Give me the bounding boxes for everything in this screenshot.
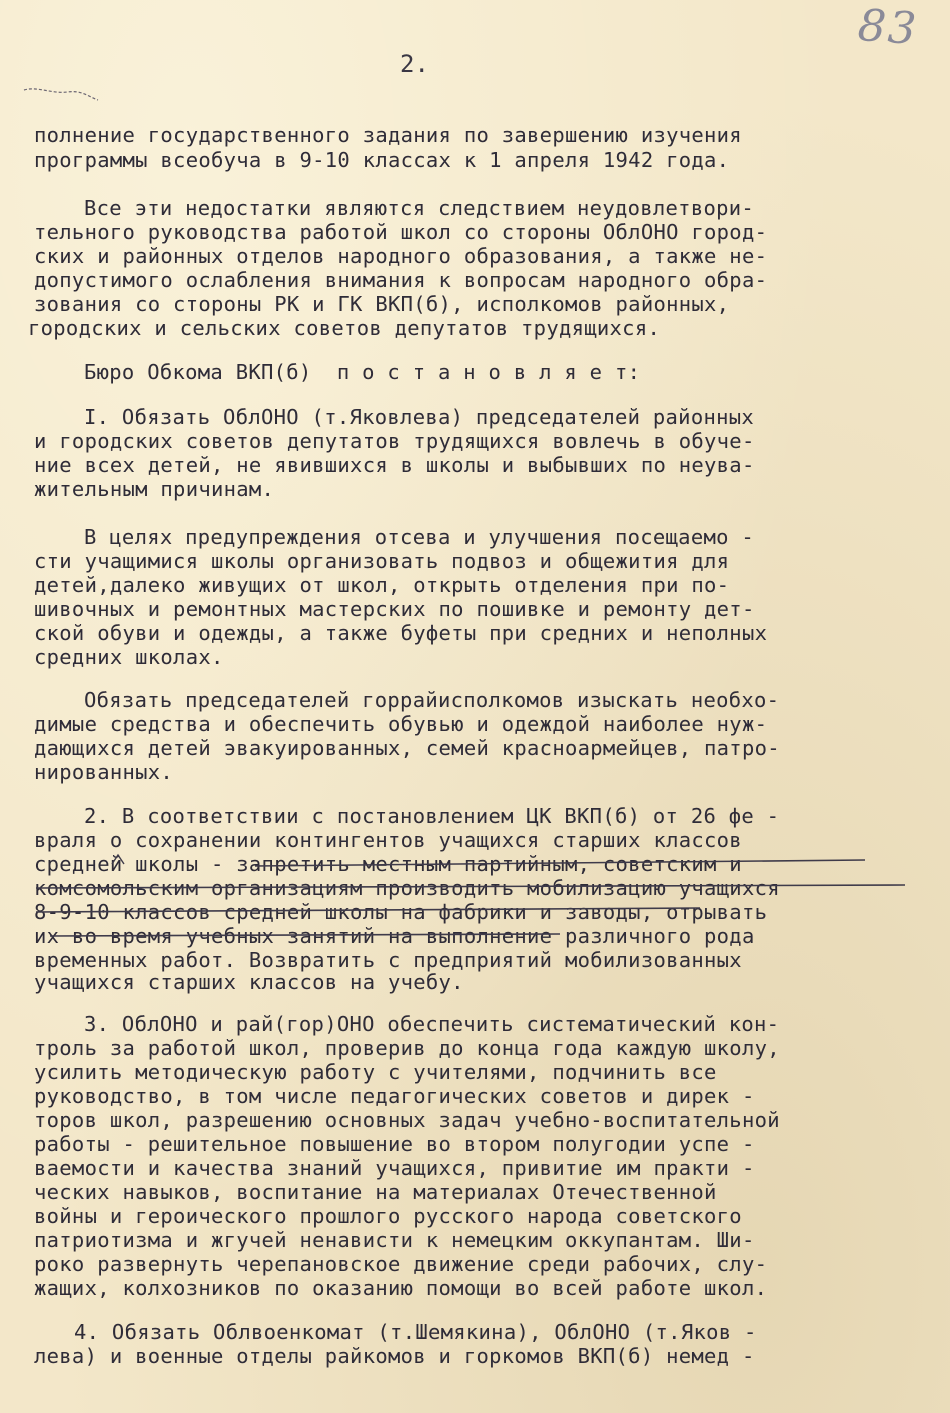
text-line: программы всеобуча в 9-10 классах к 1 апреля 1942 года.	[34, 148, 730, 172]
text-line: ние всех детей, не явившихся в школы и выбывших по неува-	[34, 453, 755, 477]
text-line: усилить методическую работу с учителями, подчинить все	[34, 1060, 717, 1084]
text-line: 8-9-10 классов средней школы на фабрики и заводы, отрывать	[34, 900, 768, 924]
text-line: торов школ, разрешению основных задач учебно-воспитательной	[34, 1108, 780, 1132]
text-line: сти учащимися школы организовать подвоз и общежития для	[34, 549, 730, 573]
text-line: допустимого ослабления внимания к вопросам народного обра-	[34, 268, 768, 292]
text-line: учащихся старших классов на учебу.	[34, 970, 464, 994]
text-line: димые средства и обеспечить обувью и одеждой наиболее нуж-	[34, 712, 768, 736]
page-number: 2.	[400, 50, 429, 78]
text-line: войны и героического прошлого русского народа советского	[34, 1204, 742, 1228]
text-line: шивочных и ремонтных мастерских по пошивке и ремонту дет-	[34, 597, 755, 621]
text-line: ской обуви и одежды, а также буфеты при средних и неполных	[34, 621, 768, 645]
text-line: нированных.	[34, 760, 174, 784]
text-line: временных работ. Возвратить с предприятий мобилизованных	[34, 948, 742, 972]
text-line: дающихся детей эвакуированных, семей красноармейцев, патро-	[34, 736, 780, 760]
text-line: 4. Обязать Облвоенкомат (т.Шемякина), ОблОНО (т.Яков -	[74, 1320, 757, 1344]
text-line: 2. В соответствии с постановлением ЦК ВКП(б) от 26 фе -	[84, 804, 780, 828]
text-line: Обязать председателей горрайисполкомов изыскать необхо-	[84, 688, 780, 712]
text-line: I. Обязать ОблОНО (т.Яковлева) председателей районных	[84, 405, 755, 429]
resolution-heading: Бюро Обкома ВКП(б) п о с т а н о в л я е т:	[84, 360, 641, 384]
text-line: и городских советов депутатов трудящихся вовлечь в обуче-	[34, 429, 755, 453]
text-line: зования со стороны РК и ГК ВКП(б), исполкомов районных,	[34, 292, 730, 316]
text-line: В целях предупреждения отсева и улучшения посещаемо -	[84, 525, 755, 549]
text-line: жащих, колхозников по оказанию помощи во всей работе школ.	[34, 1276, 768, 1300]
text-line: ваемости и качества знаний учащихся, привитие им практи -	[34, 1156, 755, 1180]
text-line: тельного руководства работой школ со стороны ОблОНО город-	[34, 220, 768, 244]
margin-pencil-mark	[22, 82, 100, 102]
archive-sheet-number: 83	[856, 0, 920, 56]
text-line: работы - решительное повышение во втором полугодии успе -	[34, 1132, 755, 1156]
text-line: полнение государственного задания по завершению изучения	[34, 123, 742, 147]
text-line: враля о сохранении контингентов учащихся старших классов	[34, 828, 742, 852]
text-line: жительным причинам.	[34, 477, 275, 501]
text-line: 3. ОблОНО и рай(гор)ОНО обеспечить систематический кон-	[84, 1012, 780, 1036]
text-line: детей,далеко живущих от школ, открыть отделения при по-	[34, 573, 730, 597]
text-line: патриотизма и жгучей ненависти к немецким оккупантам. Ши-	[34, 1228, 755, 1252]
text-line: руководство, в том числе педагогических советов и дирек -	[34, 1084, 755, 1108]
text-line: средних школах.	[34, 645, 224, 669]
struck-text-line: комсомольским организациям производить мобилизацию учащихся	[34, 876, 780, 900]
text-line: ческих навыков, воспитание на материалах Отечественной	[34, 1180, 717, 1204]
text-line: роко развернуть черепановское движение среди рабочих, слу-	[34, 1252, 768, 1276]
text-line: троль за работой школ, проверив до конца года каждую школу,	[34, 1036, 780, 1060]
text-line: лева) и военные отделы райкомов и горкомов ВКП(б) немед -	[34, 1344, 755, 1368]
text-line: их во время учебных занятий на выполнение различного рода	[34, 924, 755, 948]
text-line: городских и сельских советов депутатов трудящихся.	[28, 316, 661, 340]
text-line: ских и районных отделов народного образования, а также не-	[34, 244, 768, 268]
text-line: Все эти недостатки являются следствием неудовлетвори-	[84, 196, 755, 220]
text-line: средней школы - запретить местным партийным, советским и	[34, 852, 742, 876]
